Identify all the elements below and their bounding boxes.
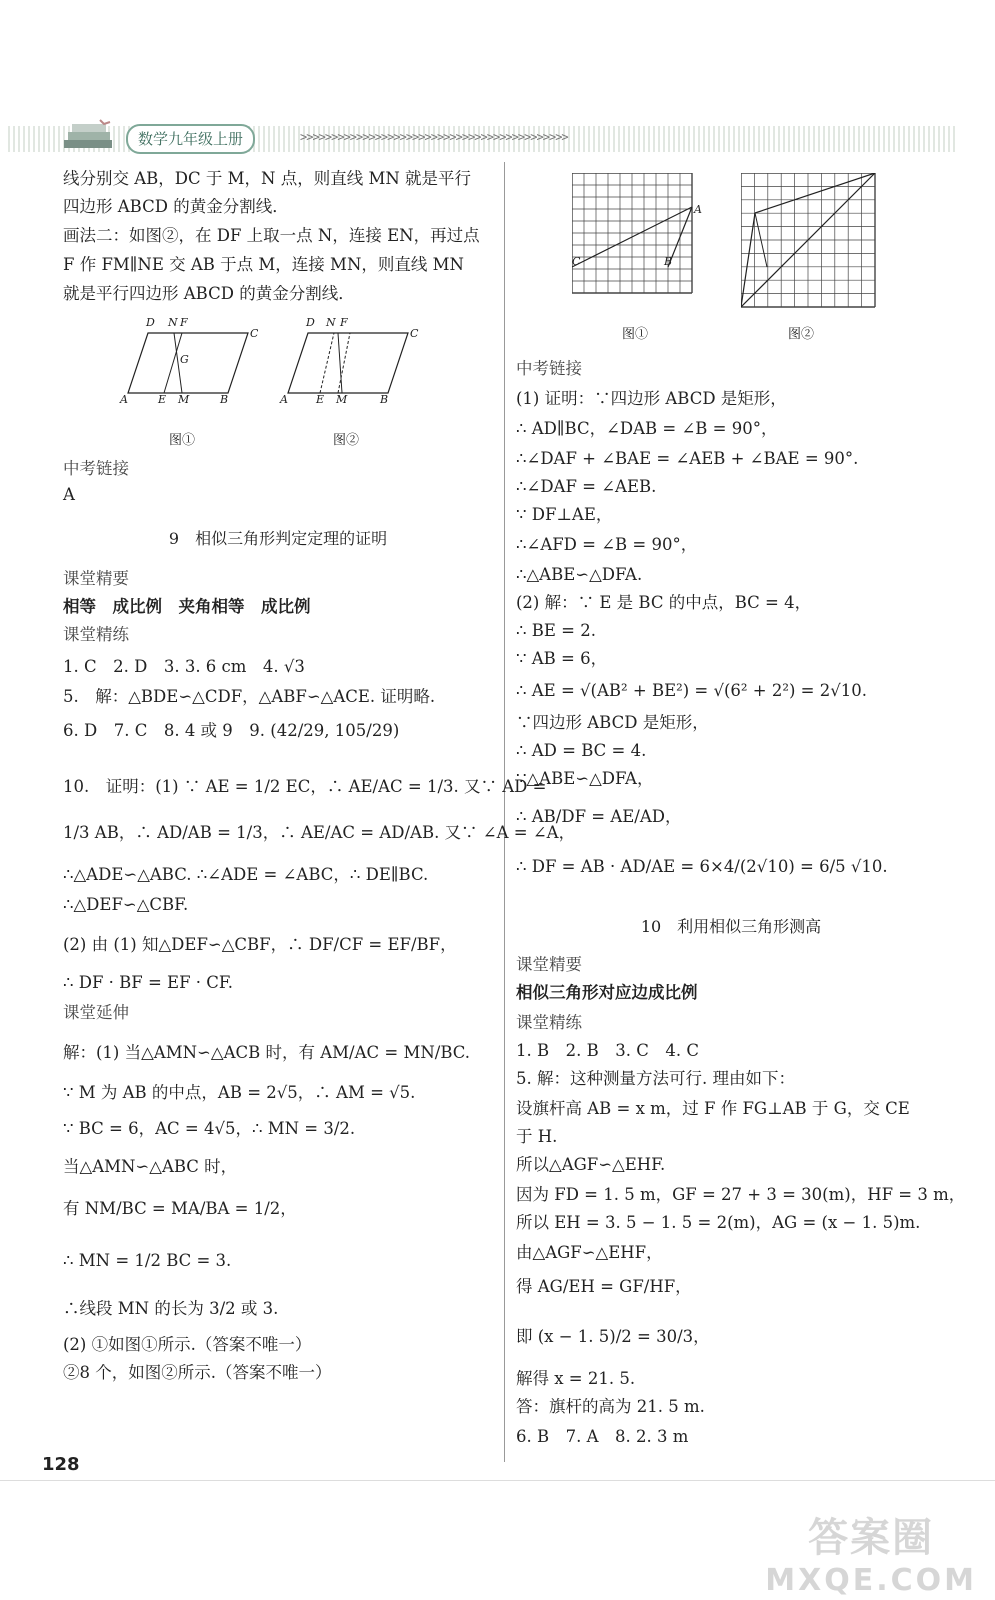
svg-text:N: N bbox=[168, 316, 178, 329]
svg-text:A: A bbox=[120, 393, 128, 403]
figure-caption: 图② bbox=[333, 433, 360, 448]
answer-line: 于 H. bbox=[516, 1127, 558, 1146]
figure-caption: 图① bbox=[169, 433, 196, 448]
svg-text:D: D bbox=[306, 316, 315, 329]
svg-text:B: B bbox=[220, 393, 229, 403]
figure-caption: 图② bbox=[788, 327, 815, 342]
section-title: 9 相似三角形判定定理的证明 bbox=[168, 529, 388, 548]
answer-line: (2) 解：∵ E 是 BC 的中点，BC = 4， bbox=[516, 593, 812, 612]
answer-line: 解：(1) 当△AMN∽△ACB 时，有 AM/AC = MN/BC. bbox=[63, 1043, 471, 1062]
section-label: 中考链接 bbox=[516, 359, 582, 378]
answer-line: 因为 FD = 1. 5 m，GF = 27 + 3 = 30(m)，HF = 3 m， bbox=[516, 1185, 966, 1204]
answer-line: 6. B 7. A 8. 2. 3 m bbox=[516, 1427, 689, 1446]
figure-caption: 图① bbox=[622, 327, 649, 342]
svg-text:M: M bbox=[178, 393, 190, 403]
answer-line: ∴ DF = AB · AD/AE = 6×4/(2√10) = 6/5 √10. bbox=[516, 857, 888, 876]
answer-line: ∴△DEF∽△CBF. bbox=[63, 895, 189, 914]
parallelogram-figure-1 bbox=[118, 313, 258, 403]
text-line: 线分别交 AB，DC 于 M，N 点，则直线 MN 就是平行 bbox=[63, 169, 472, 188]
page-number: 128 bbox=[42, 1454, 80, 1475]
answer-line: (2) ①如图①所示.（答案不唯一） bbox=[63, 1335, 312, 1354]
answer-line: 相等 成比例 夹角相等 成比例 bbox=[63, 597, 311, 616]
answer-line: 得 AG/EH = GF/HF， bbox=[516, 1277, 692, 1296]
book-stack-icon bbox=[60, 118, 120, 154]
svg-text:A: A bbox=[694, 203, 702, 216]
answer-line: 5. 解：这种测量方法可行. 理由如下： bbox=[516, 1069, 795, 1088]
answer-line: 由△AGF∽△EHF， bbox=[516, 1243, 663, 1262]
svg-text:E: E bbox=[316, 393, 325, 403]
answer-line: 当△AMN∽△ABC 时， bbox=[63, 1157, 238, 1176]
answer-line: ∴ AE = √(AB² + BE²) = √(6² + 2²) = 2√10. bbox=[516, 681, 867, 700]
answer-line: ∴线段 MN 的长为 3/2 或 3. bbox=[63, 1299, 279, 1318]
svg-text:D: D bbox=[146, 316, 155, 329]
answer-line: 相似三角形对应边成比例 bbox=[516, 983, 698, 1002]
svg-text:C: C bbox=[250, 327, 258, 340]
svg-text:B: B bbox=[664, 255, 673, 268]
answer-line: 设旗杆高 AB = x m，过 F 作 FG⊥AB 于 G，交 CE bbox=[516, 1099, 910, 1118]
watermark bbox=[765, 1506, 977, 1598]
svg-text:F: F bbox=[180, 316, 188, 329]
answer-line: 1. C 2. D 3. 3. 6 cm 4. √3 bbox=[63, 657, 305, 676]
answer-line: ∵四边形 ABCD 是矩形， bbox=[516, 713, 709, 732]
answer-line: ∵ M 为 AB 的中点，AB = 2√5，∴ AM = √5. bbox=[63, 1083, 416, 1102]
answer-line: ∵ DF⊥AE， bbox=[516, 505, 613, 524]
section-title: 10 利用相似三角形测高 bbox=[640, 917, 822, 936]
svg-text:C: C bbox=[410, 327, 419, 340]
svg-text:A: A bbox=[280, 393, 288, 403]
answer-line: A bbox=[63, 485, 75, 504]
answer-line: 有 NM/BC = MA/BA = 1/2， bbox=[63, 1199, 297, 1218]
grid-figure-1 bbox=[572, 173, 712, 313]
answer-line: ∵ BC = 6，AC = 4√5，∴ MN = 3/2. bbox=[63, 1119, 356, 1138]
section-label: 课堂精练 bbox=[516, 1013, 582, 1032]
svg-text:F: F bbox=[340, 316, 348, 329]
answer-line: (2) 由 (1) 知△DEF∽△CBF，∴ DF/CF = EF/BF， bbox=[63, 935, 457, 954]
svg-text:E: E bbox=[158, 393, 167, 403]
answer-line: ∴△ADE∽△ABC. ∴∠ADE = ∠ABC，∴ DE∥BC. bbox=[63, 865, 429, 884]
grid-figure-2 bbox=[741, 173, 881, 313]
answer-line: 所以 EH = 3. 5 − 1. 5 = 2(m)，AG = (x − 1. 5)m. bbox=[516, 1213, 921, 1232]
page-header bbox=[8, 118, 958, 158]
answer-line: 5. 解：△BDE∽△CDF，△ABF∽△ACE. 证明略. bbox=[63, 687, 436, 706]
answer-line: 答：旗杆的高为 21. 5 m. bbox=[516, 1397, 705, 1416]
svg-text:G: G bbox=[180, 353, 189, 366]
answer-line: (1) 证明：∵四边形 ABCD 是矩形， bbox=[516, 389, 787, 408]
answer-line: 解得 x = 21. 5. bbox=[516, 1369, 636, 1388]
section-label: 课堂精要 bbox=[516, 955, 582, 974]
answer-line: ∴ DF · BF = EF · CF. bbox=[63, 973, 234, 992]
header-arrows: >>>>>>>>>>>>>>>>>>>>>>>>>>>>>>>>>>>>>>>>>>> bbox=[300, 130, 568, 144]
answer-line: 10. 证明：(1) ∵ AE = 1/2 EC，∴ AE/AC = 1/3. 又∵ AD = bbox=[63, 777, 547, 796]
svg-text:C: C bbox=[572, 255, 581, 268]
answer-line: ∵△ABE∽△DFA， bbox=[516, 769, 654, 788]
column-divider bbox=[504, 162, 505, 1462]
answer-line: ∵ AB = 6， bbox=[516, 649, 608, 668]
section-label: 课堂精要 bbox=[63, 569, 129, 588]
answer-line: ∴∠DAF + ∠BAE = ∠AEB + ∠BAE = 90°. bbox=[516, 449, 859, 468]
answer-line: ∴△ABE∽△DFA. bbox=[516, 565, 643, 584]
answer-line: 6. D 7. C 8. 4 或 9 9. (42/29, 105/29) bbox=[63, 721, 400, 740]
footer-rule bbox=[0, 1480, 995, 1481]
header-title: 数学九年级上册 bbox=[126, 124, 255, 154]
watermark-line-1: 答案圈 bbox=[808, 1515, 935, 1561]
answer-line: ∴ BE = 2. bbox=[516, 621, 596, 640]
answer-line: ∴∠AFD = ∠B = 90°， bbox=[516, 535, 698, 554]
section-label: 课堂精练 bbox=[63, 625, 129, 644]
answer-line: 所以△AGF∽△EHF. bbox=[516, 1155, 666, 1174]
answer-line: ∴ MN = 1/2 BC = 3. bbox=[63, 1251, 232, 1270]
answer-line: 1/3 AB，∴ AD/AB = 1/3，∴ AE/AC = AD/AB. 又∵ ∠A = ∠A， bbox=[63, 823, 576, 842]
answer-line: ∴ AD∥BC，∠DAB = ∠B = 90°， bbox=[516, 419, 778, 438]
section-label: 中考链接 bbox=[63, 459, 129, 478]
answer-line: ∴ AB/DF = AE/AD， bbox=[516, 807, 682, 826]
parallelogram-figure-2 bbox=[278, 313, 428, 403]
svg-text:B: B bbox=[380, 393, 389, 403]
answer-line: ∴ AD = BC = 4. bbox=[516, 741, 647, 760]
answer-line: 即 (x − 1. 5)/2 = 30/3， bbox=[516, 1327, 710, 1346]
answer-line: ∴∠DAF = ∠AEB. bbox=[516, 477, 657, 496]
text-line: 就是平行四边形 ABCD 的黄金分割线． bbox=[63, 284, 355, 303]
text-line: 画法二：如图②，在 DF 上取一点 N，连接 EN，再过点 bbox=[63, 226, 480, 245]
text-line: F 作 FM∥NE 交 AB 于点 M，连接 MN，则直线 MN bbox=[63, 255, 464, 274]
watermark-line-2: MXQE.COM bbox=[765, 1563, 977, 1598]
svg-text:M: M bbox=[336, 393, 348, 403]
text-line: 四边形 ABCD 的黄金分割线． bbox=[63, 197, 289, 216]
answer-line: 1. B 2. B 3. C 4. C bbox=[516, 1041, 699, 1060]
section-label: 课堂延伸 bbox=[63, 1003, 129, 1022]
answer-line: ②8 个，如图②所示.（答案不唯一） bbox=[63, 1363, 332, 1382]
svg-text:N: N bbox=[326, 316, 336, 329]
